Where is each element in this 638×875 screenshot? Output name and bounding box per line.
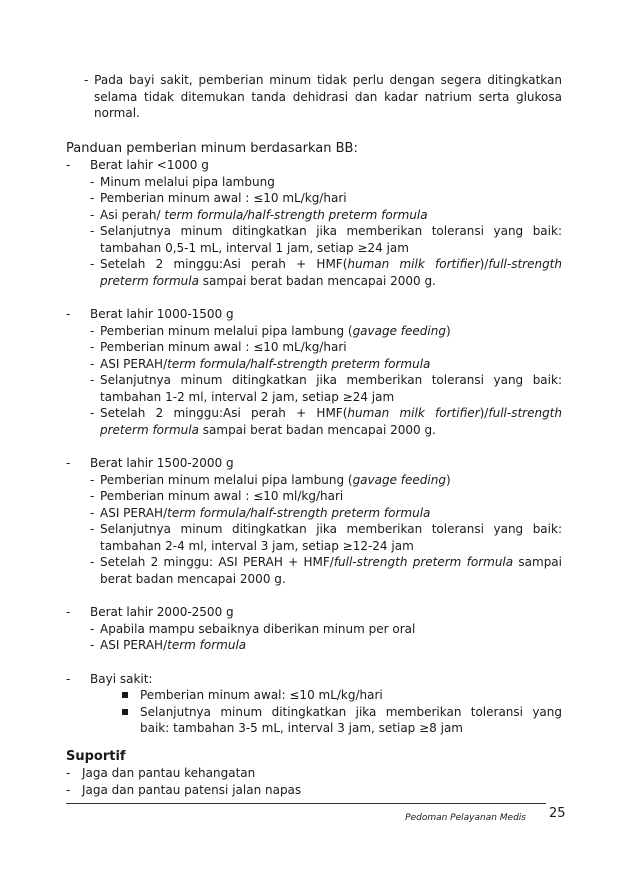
- list-item: [66, 637, 562, 654]
- italic-term: full-strength preterm formula: [100, 406, 562, 437]
- item-text: )/: [479, 257, 489, 271]
- italic-term: human milk fortifier: [347, 406, 480, 420]
- list-item: [66, 339, 562, 356]
- item-text: Selanjutnya minum ditingkatkan jika memberikan toleransi yang baik: tambahan 0,5-1 mL, interval 1 jam, setiap ≥24 jam: [100, 224, 562, 255]
- list-item: [66, 323, 562, 340]
- item-text: Selanjutnya minum ditingkatkan jika memberikan toleransi yang baik: tambahan 2-4 ml, interval 3 jam, setiap ≥12-24 jam: [100, 522, 562, 553]
- footer-title: Pedoman Pelayanan Medis: [405, 813, 526, 823]
- item-text: Minum melalui pipa lambung: [100, 174, 275, 189]
- item-text: Asi perah/: [100, 207, 165, 222]
- list-item: [66, 405, 562, 438]
- italic-term: term formula/half-strength preterm formula: [164, 207, 428, 222]
- item-text: Pemberian minum awal : ≤10 mL/kg/hari: [100, 191, 347, 205]
- italic-term: term formula/half-strength preterm formula: [167, 356, 431, 371]
- weight-groups: [66, 157, 562, 654]
- weight-group-title: - Berat lahir <1000 g: [66, 157, 562, 174]
- list-item: [66, 472, 562, 489]
- list-item: [66, 256, 562, 289]
- sick-baby-group: [66, 671, 562, 737]
- item-text: ): [445, 472, 451, 487]
- footer-divider: [66, 803, 546, 804]
- item-text: ASI PERAH/: [100, 356, 168, 371]
- weight-group: [66, 157, 562, 289]
- item-text: sampai berat badan mencapai 2000 g.: [100, 555, 562, 586]
- list-item: [66, 174, 562, 191]
- item-text: Pemberian minum melalui pipa lambung (: [100, 323, 353, 338]
- sick-bullet: Selanjutnya minum ditingkatkan jika memberikan toleransi yang baik: tambahan 3-5 mL, interval 3 jam, setiap ≥8 jam: [66, 704, 562, 737]
- italic-term: term formula: [167, 638, 247, 652]
- suportif-heading: Suportif: [66, 748, 126, 764]
- item-text: ASI PERAH/: [100, 505, 168, 520]
- list-item: [66, 207, 562, 224]
- item-text: ): [445, 323, 451, 338]
- weight-group: [66, 455, 562, 587]
- sick-bullet: Pemberian minum awal: ≤10 mL/kg/hari: [66, 687, 562, 704]
- item-text: Selanjutnya minum ditingkatkan jika memberikan toleransi yang baik: tambahan 1-2 ml, interval 2 jam, setiap ≥24 jam: [100, 373, 562, 404]
- item-text: Setelah 2 minggu: ASI PERAH + HMF/: [100, 555, 334, 569]
- suportif-item: - Jaga dan pantau patensi jalan napas: [66, 782, 562, 799]
- italic-term: gavage feeding: [352, 323, 446, 338]
- list-item: [66, 223, 562, 256]
- list-item: [66, 488, 562, 505]
- list-item: [66, 372, 562, 405]
- page-content: [66, 72, 562, 798]
- item-text: Pemberian minum awal : ≤10 ml/kg/hari: [100, 489, 344, 503]
- sick-baby-title: - Bayi sakit:: [66, 671, 562, 688]
- feeding-guide-heading: Panduan pemberian minum berdasarkan BB:: [66, 140, 358, 156]
- list-item: [66, 621, 562, 638]
- item-text: Apabila mampu sebaiknya diberikan minum per oral: [100, 621, 416, 636]
- item-text: sampai berat badan mencapai 2000 g.: [198, 422, 436, 437]
- suportif-item: - Jaga dan pantau kehangatan: [66, 765, 562, 782]
- italic-term: gavage feeding: [352, 472, 446, 487]
- item-text: Setelah 2 minggu:Asi perah + HMF(: [100, 406, 348, 420]
- italic-term: full-strength preterm formula: [333, 555, 514, 569]
- item-text: sampai berat badan mencapai 2000 g.: [198, 273, 436, 288]
- list-item: [66, 356, 562, 373]
- list-item: [66, 190, 562, 207]
- item-text: Pemberian minum melalui pipa lambung (: [100, 472, 353, 487]
- list-item: [66, 521, 562, 554]
- list-item: [66, 554, 562, 587]
- weight-group-title: - Berat lahir 2000-2500 g: [66, 604, 562, 621]
- weight-group: [66, 306, 562, 438]
- intro-paragraph: - Pada bayi sakit, pemberian minum tidak perlu dengan segera ditingkatkan selama tidak ditemukan tanda dehidrasi dan kadar natrium serta glukosa normal.: [84, 73, 562, 120]
- item-text: ASI PERAH/: [100, 638, 168, 652]
- italic-term: full-strength preterm formula: [100, 257, 562, 288]
- italic-term: human milk fortifier: [347, 257, 480, 271]
- list-item: [66, 505, 562, 522]
- item-text: Pemberian minum awal : ≤10 mL/kg/hari: [100, 340, 347, 354]
- item-text: Setelah 2 minggu:Asi perah + HMF(: [100, 257, 348, 271]
- page-number: 25: [549, 806, 566, 821]
- item-text: )/: [479, 406, 489, 420]
- italic-term: term formula/half-strength preterm formula: [167, 505, 431, 520]
- weight-group: [66, 604, 562, 654]
- weight-group-title: - Berat lahir 1000-1500 g: [66, 306, 562, 323]
- weight-group-title: - Berat lahir 1500-2000 g: [66, 455, 562, 472]
